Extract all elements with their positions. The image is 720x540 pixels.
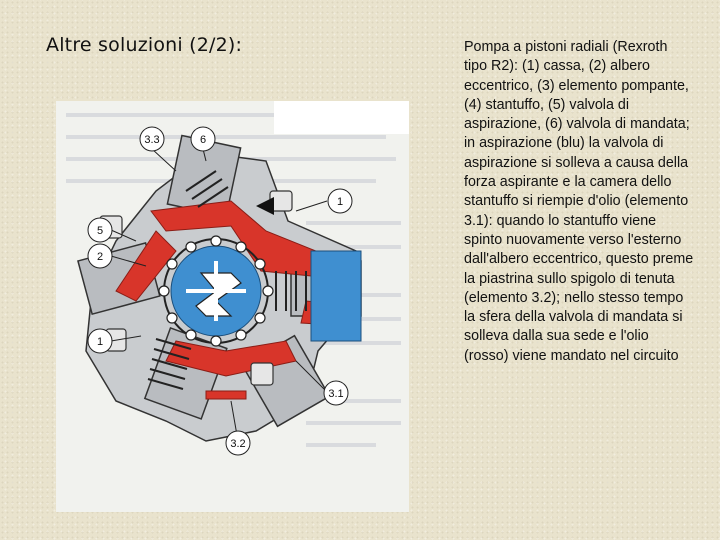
label-2-text: 2 <box>96 251 104 263</box>
image-mask-patch <box>274 101 409 134</box>
figure-caption: Pompa a pistoni radiali (Rexroth tipo R2): (1) cassa, (2) albero eccentrico, (3) elemento pompante, (4) stantuffo, (5) valvola di aspirazione, (6) valvola di mandata; in aspirazione (blu) la valvola di aspirazione si solleva a causa della forza aspirante e la camera dello stantuffo si riempie d'olio (elemento 3.1): quando lo stantuffo viene spinto nuovamente verso l'esterno dall'albero eccentrico, questo preme la piastrina sullo spigolo di tenuta (elemento 3.2); nello stesso tempo la sfera della valvola di mandata si solleva dalla sua sede e l'olio (rosso) viene mandato nel circuito <box>464 39 694 364</box>
label-3-2-text: 3.2 <box>230 438 246 450</box>
label-3-1-text: 3.1 <box>328 388 344 400</box>
radial-piston-pump-drawing <box>56 101 409 512</box>
label-5-text: 5 <box>96 225 104 237</box>
label-5 <box>88 218 112 242</box>
label-2 <box>88 244 112 268</box>
label-3-1 <box>324 381 348 405</box>
label-3-2 <box>226 431 250 455</box>
label-1-bottom <box>88 329 112 353</box>
slide-title: Altre soluzioni (2/2): <box>46 34 243 56</box>
label-1-top-text: 1 <box>336 196 344 208</box>
label-3-3 <box>140 127 164 151</box>
pump-figure <box>56 101 409 512</box>
label-1-top <box>328 189 352 213</box>
label-3-3-text: 3.3 <box>144 134 160 146</box>
label-6 <box>191 127 215 151</box>
label-6-text: 6 <box>199 134 207 146</box>
label-1-bottom-text: 1 <box>96 336 104 348</box>
